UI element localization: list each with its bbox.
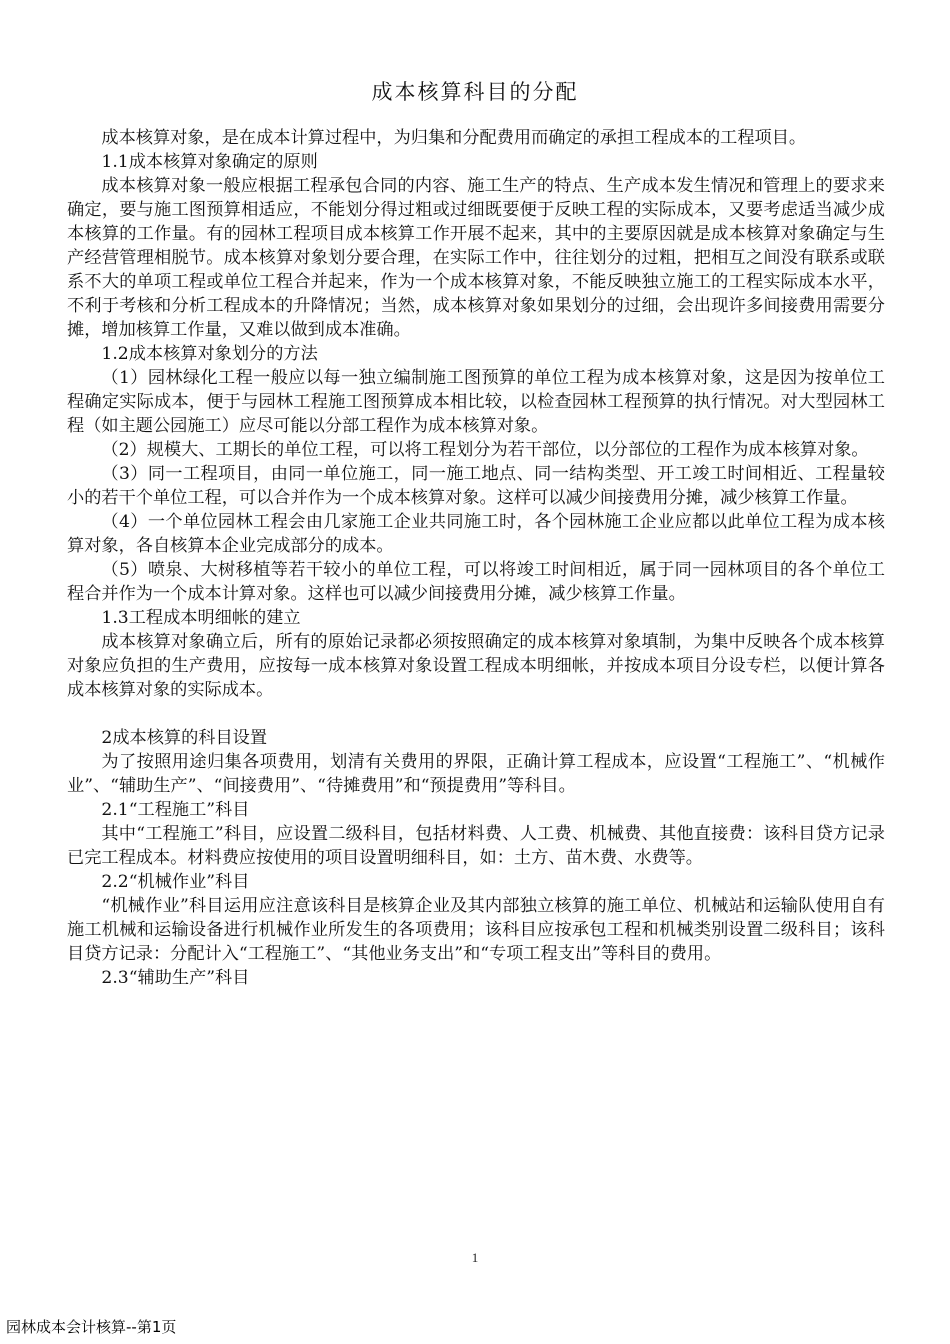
paragraph: 成本核算对象确立后，所有的原始记录都必须按照确定的成本核算对象填制，为集中反映各个成本核算对象应负担的生产费用，应按每一成本核算对象设置工程成本明细帐，并按成本项目分设专栏，以便计算各成本核算对象的实际成本。: [67, 632, 885, 700]
section-heading: 1.2成本核算对象划分的方法: [101, 344, 318, 364]
section-heading: 2.3“辅助生产”科目: [101, 968, 250, 988]
paragraph: 为了按照用途归集各项费用，划清有关费用的界限，正确计算工程成本，应设置“工程施工”、“机械作业”、“辅助生产”、“间接费用”、“待摊费用”和“预提费用”等科目。: [67, 752, 885, 796]
document-title: 成本核算科目的分配: [371, 80, 579, 104]
paragraph: （2）规模大、工期长的单位工程，可以将工程划分为若干部位，以分部位的工程作为成本核算对象。: [101, 440, 869, 460]
paragraph: （3）同一工程项目，由同一单位施工，同一施工地点、同一结构类型、开工竣工时间相近、工程量较小的若干个单位工程，可以合并作为一个成本核算对象。这样可以减少间接费用分摊，减少核算工作量。: [67, 464, 885, 508]
paragraph: （5）喷泉、大树移植等若干较小的单位工程，可以将竣工时间相近，属于同一园林项目的各个单位工程合并作为一个成本计算对象。这样也可以减少间接费用分摊，减少核算工作量。: [67, 560, 885, 604]
page-number: 1: [471, 1250, 479, 1265]
footer-caption: 园林成本会计核算--第1页: [6, 1318, 177, 1336]
paragraph: （1）园林绿化工程一般应以每一独立编制施工图预算的单位工程为成本核算对象，这是因为按单位工程确定实际成本，便于与园林工程施工图预算成本相比较，以检查园林工程预算的执行情况。对大型园林工程（如主题公园施工）应尽可能以分部工程作为成本核算对象。: [67, 368, 885, 436]
paragraph-gap: [67, 702, 885, 726]
section-heading: 2.1“工程施工”科目: [101, 800, 250, 820]
section-heading: 2.2“机械作业”科目: [101, 872, 250, 892]
paragraph: 成本核算对象一般应根据工程承包合同的内容、施工生产的特点、生产成本发生情况和管理上的要求来确定，要与施工图预算相适应，不能划分得过粗或过细既要便于反映工程的实际成本，又要考虑适当减少成本核算的工作量。有的园林工程项目成本核算工作开展不起来，其中的主要原因就是成本核算对象确定与生产经营管理相脱节。成本核算对象划分要合理，在实际工作中，往往划分的过粗，把相互之间没有联系或联系不大的单项工程或单位工程合并起来，作为一个成本核算对象，不能反映独立施工的工程实际成本水平，不利于考核和分析工程成本的升降情况；当然，成本核算对象如果划分的过细，会出现许多间接费用需要分摊，增加核算工作量，又难以做到成本准确。: [67, 176, 885, 340]
paragraph: “机械作业”科目运用应注意该科目是核算企业及其内部独立核算的施工单位、机械站和运输队使用自有施工机械和运输设备进行机械作业所发生的各项费用；该科目应按承包工程和机械类别设置二级科目；该科目贷方记录：分配计入“工程施工”、“其他业务支出”和“专项工程支出”等科目的费用。: [67, 896, 885, 964]
paragraph: 成本核算对象，是在成本计算过程中，为归集和分配费用而确定的承担工程成本的工程项目。: [101, 128, 807, 148]
section-heading: 1.1成本核算对象确定的原则: [101, 152, 318, 172]
section-heading: 1.3工程成本明细帐的建立: [101, 608, 301, 628]
paragraph: （4）一个单位园林工程会由几家施工企业共同施工时，各个园林施工企业应都以此单位工程为成本核算对象，各自核算本企业完成部分的成本。: [67, 512, 885, 556]
section-heading: 2成本核算的科目设置: [101, 728, 268, 748]
paragraph: 其中“工程施工”科目，应设置二级科目，包括材料费、人工费、机械费、其他直接费：该科目贷方记录已完工程成本。材料费应按使用的项目设置明细科目，如：土方、苗木费、水费等。: [67, 824, 885, 868]
document-body: [67, 126, 885, 990]
